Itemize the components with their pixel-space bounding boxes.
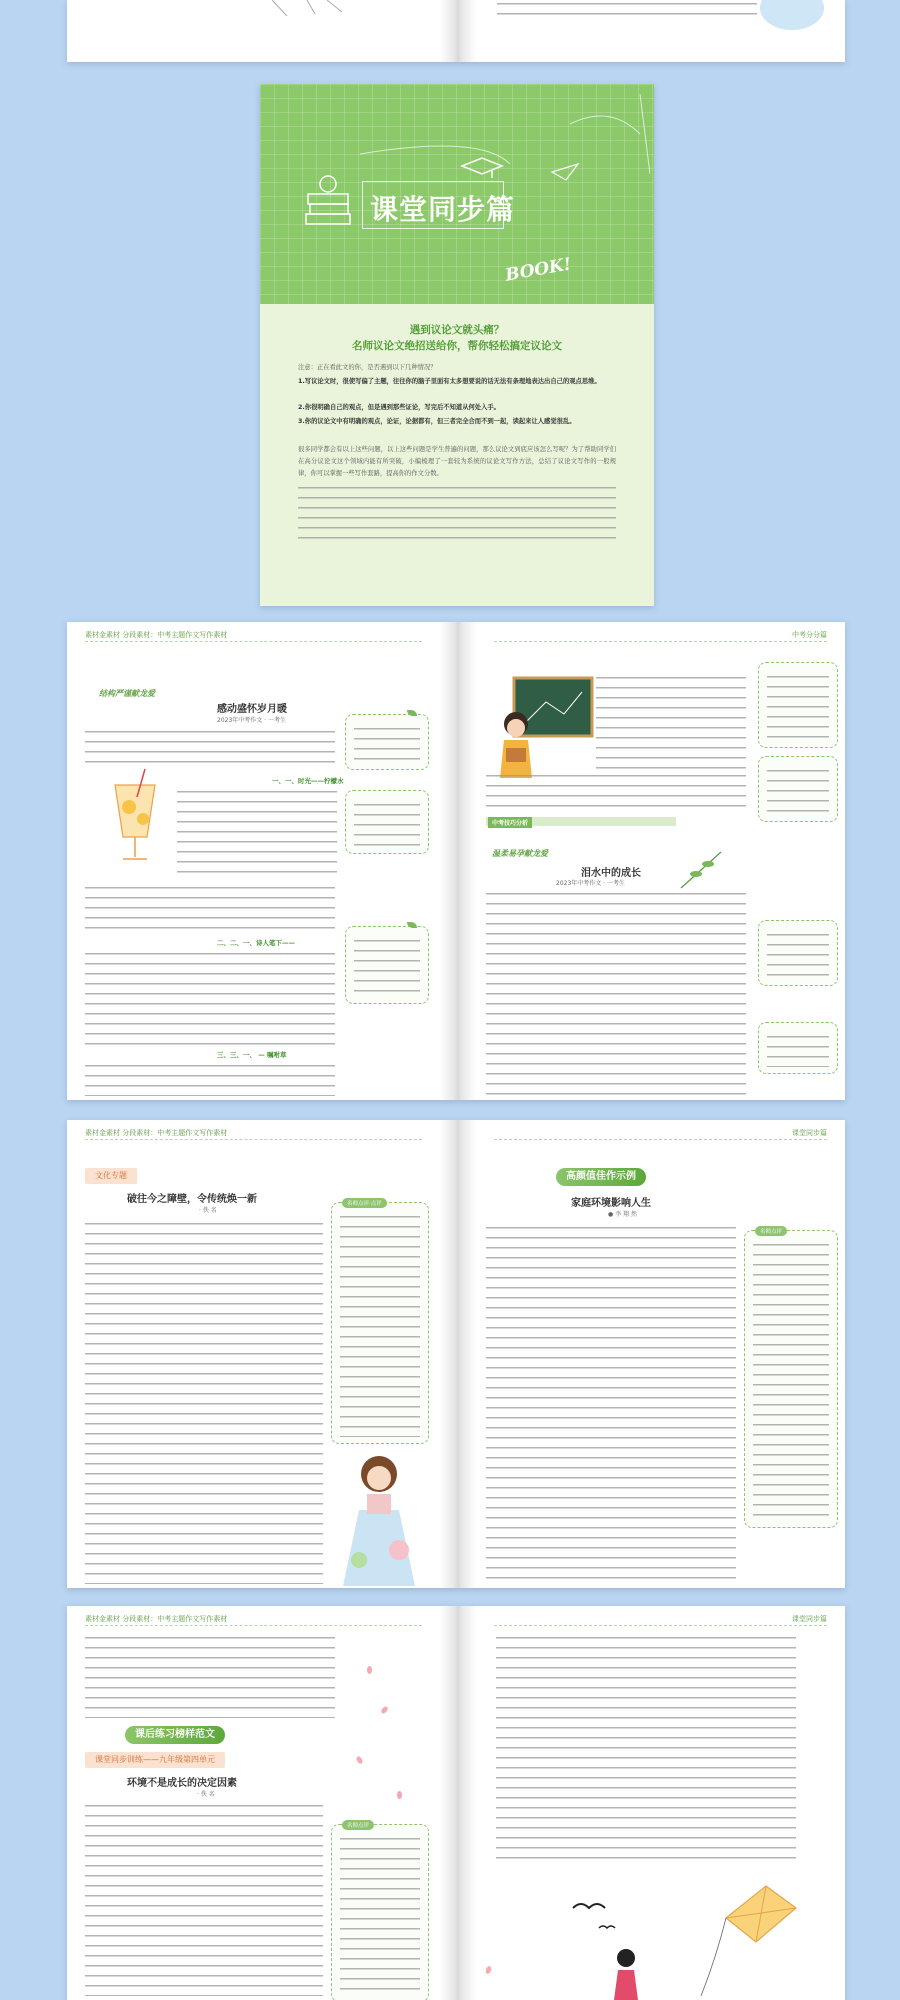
book-doodle: BOOK! [503, 254, 573, 286]
spread-2 [67, 622, 845, 1100]
paragraph [85, 884, 335, 934]
section-cover [260, 84, 654, 606]
section-label: 结构严谨献龙爱 [99, 689, 155, 698]
article-title: 家庭环境影响人生 [571, 1198, 651, 1209]
spine [440, 0, 476, 62]
cover-question-subtitle: 名师议论文绝招送给你，帮你轻松搞定议论文 [352, 340, 562, 352]
spread-4 [67, 1606, 845, 2000]
running-header: 素材金素材 分段素材：中考主题作文写作素材 [85, 1129, 228, 1137]
left-page [67, 1606, 440, 2000]
commentary-title: 名师点评 [342, 1820, 374, 1830]
margin-note [345, 714, 429, 770]
running-header: 素材金素材 分段素材：中考主题作文写作素材 [85, 1615, 228, 1623]
books-icon [300, 172, 356, 232]
girl-illustration [329, 1450, 429, 1588]
leaf-sprig-illustration [676, 850, 726, 890]
paragraph [85, 1220, 323, 1584]
paragraph [85, 950, 335, 1046]
right-page [476, 1606, 845, 2000]
kite-illustration [696, 1878, 806, 1998]
article-byline: · 佚 名 [199, 1207, 217, 1214]
teacher-illustration [486, 674, 596, 784]
topic-tag: 文化专题 [85, 1168, 137, 1184]
petal-decoration [485, 1965, 492, 1974]
article-byline: 2023年中考作文 · 一考生 [217, 717, 286, 724]
doodle-lines [360, 94, 650, 184]
spread-3 [67, 1120, 845, 1588]
left-page [67, 1120, 440, 1588]
paragraph [486, 772, 746, 812]
header-rule [85, 641, 422, 642]
petal-decoration [355, 1755, 363, 1764]
tip-pill: 中考技巧分析 [488, 817, 532, 828]
topic-tag: 课堂同步训练——九年级第四单元 [85, 1752, 225, 1768]
section-label: 温柔易孕献龙爱 [492, 849, 548, 858]
running-header: 素材金素材 分段素材：中考主题作文写作素材 [85, 631, 228, 639]
header-rule [494, 1139, 827, 1140]
left-page [67, 622, 440, 1100]
margin-note [345, 926, 429, 1004]
point-1: 1.写议论文时，很使写偏了主题，往往你的脑子里面有太多想要说的话无法有条理地表达出自己的观点思维。 [298, 378, 601, 385]
subheading-b: 二、二、一、诗人笔下—— [217, 939, 295, 947]
article-title: 感动盛怀岁月暖 [217, 704, 287, 715]
child-illustration [606, 1946, 646, 2000]
header-rule [85, 1625, 422, 1626]
sketch-illustration [267, 0, 347, 18]
commentary-title: 名师点评·点评 [342, 1198, 387, 1208]
commentary-title: 名师点评 [755, 1226, 787, 1236]
lemonade-illustration [105, 767, 165, 867]
intro-body: 很多同学都会有以上这些问题，以上这些问题是学生普遍的问题，那么议论文到底应该怎么写呢？为了帮助同学们在高分议论文这个领域内能有所突破，小编梳理了一套较为系统的议论文写作方法，总结了议论文写作的一般规律，你可以掌握一些写作套路，提高你的作文分数。 [298, 446, 616, 477]
petal-decoration [397, 1791, 402, 1799]
commentary-box [331, 1824, 429, 2000]
paragraph [486, 890, 746, 1096]
running-header: 课堂同步篇 [792, 1615, 827, 1623]
intro-body-continued [298, 484, 616, 544]
margin-note [758, 756, 838, 822]
header-rule [85, 1139, 422, 1140]
running-header: 课堂同步篇 [792, 1129, 827, 1137]
article-byline: · 佚 名 [197, 1791, 215, 1798]
petal-decoration [380, 1705, 389, 1714]
section-ribbon: 课后练习榜样范文 [125, 1726, 225, 1744]
paragraph [596, 674, 746, 770]
margin-note [758, 662, 838, 748]
article-title: 环境不是成长的决定因素 [127, 1778, 237, 1789]
intro-lead: 注意：正在看此文的你，是否遇到以下几种情况？ [298, 364, 437, 371]
paragraph [496, 1634, 796, 1864]
margin-note [758, 1022, 838, 1074]
right-page [476, 622, 845, 1100]
article-byline: ● 李 翔 然 [608, 1211, 637, 1218]
article-title: 泪水中的成长 [581, 868, 641, 879]
subheading-c: 三、三、一、 — 嘱咐草 [217, 1051, 287, 1059]
header-rule [494, 1625, 827, 1626]
paragraph [85, 1802, 323, 1996]
paragraph [177, 788, 337, 880]
spine [440, 1606, 476, 2000]
spine [440, 1120, 476, 1588]
margin-note [345, 790, 429, 854]
article-byline: 2023年中考作文 · 一考生 [556, 880, 625, 887]
paragraph [85, 728, 335, 768]
running-header: 中考分分篇 [792, 631, 827, 639]
right-page [476, 1120, 845, 1588]
paragraph [486, 1224, 736, 1584]
commentary-box [331, 1202, 429, 1444]
commentary-box [744, 1230, 838, 1528]
section-title: 课堂同步篇 [370, 193, 516, 226]
spread-1 [67, 0, 845, 62]
spine [440, 622, 476, 1100]
subheading-a: 一、一、时光——柠檬水 [272, 777, 344, 785]
header-rule [494, 641, 827, 642]
point-3: 3.你的议论文中有明确的观点，论证，论据都有，但三者完全合而不到一起，读起来让人感觉很乱。 [298, 418, 576, 425]
birds-illustration [571, 1898, 621, 1938]
point-2: 2.你很明确自己的观点，但是遇到那些证论，写完后不知道从何处入手。 [298, 404, 500, 411]
section-ribbon: 高颜值佳作示例 [556, 1168, 646, 1186]
margin-note [758, 920, 838, 986]
paragraph [85, 1634, 335, 1718]
text-block [497, 0, 757, 20]
cover-question: 遇到议论文就头痛？ [409, 324, 505, 336]
globe-illustration [757, 0, 827, 40]
article-title: 破往今之障壁，令传统焕一新 [127, 1194, 257, 1205]
paragraph [85, 1062, 335, 1096]
petal-decoration [367, 1666, 372, 1674]
